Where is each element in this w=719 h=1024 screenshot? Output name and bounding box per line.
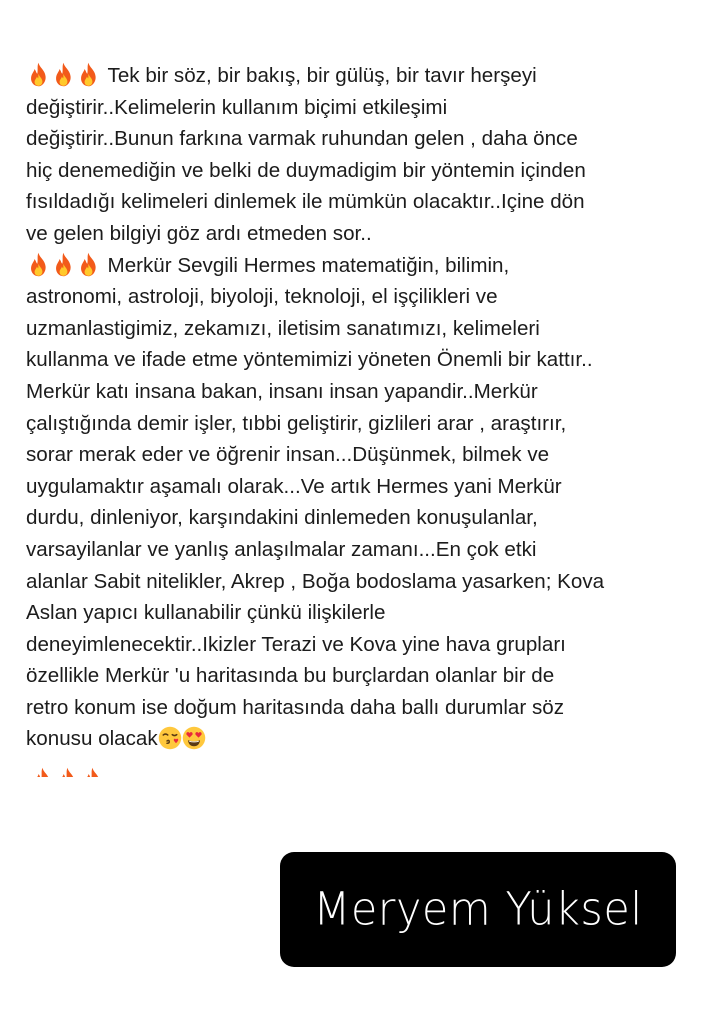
post-line: astronomi, astroloji, biyoloji, teknoloji, el işçilikleri ve <box>26 285 498 309</box>
fire-icons <box>26 253 108 277</box>
fire-icon <box>76 252 101 277</box>
fire-icon <box>26 62 51 87</box>
fire-icon <box>30 767 55 777</box>
post-line <box>26 723 706 755</box>
post-line: ve gelen bilgiyi göz ardı etmeden sor.. <box>26 221 372 245</box>
post-line: durdu, dinleniyor, karşındakini dinlemeden konuşulanlar, <box>26 506 538 530</box>
smiling-face-heart-eyes-icon <box>182 726 206 750</box>
post-line: alanlar Sabit nitelikler, Akrep , Boğa bodoslama yasarken; Kova <box>26 569 605 593</box>
post-line: değiştirir..Kelimelerin kullanım biçimi etkileşimi <box>26 95 448 119</box>
post-line: kullanma ve ifade etme yöntemimizi yöneten Önemli bir kattır.. <box>26 348 593 372</box>
post-line: retro konum ise doğum haritasında daha ballı durumlar söz <box>26 695 565 719</box>
fire-icon <box>80 767 105 777</box>
fire-icon <box>76 62 101 87</box>
post-line <box>26 60 706 92</box>
post-line: fısıldadığı kelimeleri dinlemek ile mümkün olacaktır..Içine dön <box>26 190 585 214</box>
post-line: deneyimlenecektir..Ikizler Terazi ve Kova yine hava grupları <box>26 632 566 656</box>
post-line: hiç denemediğin ve belki de duymadigim bir yöntemin içinden <box>26 158 586 182</box>
post-text <box>26 60 706 755</box>
post-line: sorar merak eder ve öğrenir insan...Düşünmek, bilmek ve <box>26 443 550 467</box>
fire-icons <box>26 63 108 87</box>
post-line: Aslan yapıcı kullanabilir çünkü ilişkilerle <box>26 601 386 625</box>
post-line: uygulamaktır aşamalı olarak...Ve artık Hermes yani Merkür <box>26 474 562 498</box>
fire-icon <box>26 252 51 277</box>
post-line: uzmanlastigimiz, zekamızı, iletisim sanatımızı, kelimeleri <box>26 316 540 340</box>
fire-icon <box>51 62 76 87</box>
fire-icon <box>51 252 76 277</box>
partially-hidden-fire-icons <box>30 767 110 777</box>
face-blowing-kiss-icon <box>158 726 182 750</box>
post-line: varsayilanlar ve yanlış anlaşılmalar zamanı...En çok etki <box>26 537 537 561</box>
post-line: özellikle Merkür 'u haritasında bu burçlardan olanlar bir de <box>26 664 555 688</box>
post-line-text: Tek bir söz, bir bakış, bir gülüş, bir tavır herşeyi <box>107 64 537 87</box>
post-line-text: konusu olacak <box>26 727 158 751</box>
signature-badge <box>280 852 676 967</box>
post-line: Merkür katı insana bakan, insanı insan yapandir..Merkür <box>26 379 538 403</box>
post-line <box>26 250 706 282</box>
post-line: çalıştığında demir işler, tıbbi geliştirir, gizlileri arar , araştırır, <box>26 411 567 435</box>
signature-name: Meryem Yüksel <box>313 883 643 936</box>
post-line: değiştirir..Bunun farkına varmak ruhundan gelen , daha önce <box>26 127 578 151</box>
post-line-text: Merkür Sevgili Hermes matematiğin, bilimin, <box>107 253 510 277</box>
fire-icon <box>55 767 80 777</box>
